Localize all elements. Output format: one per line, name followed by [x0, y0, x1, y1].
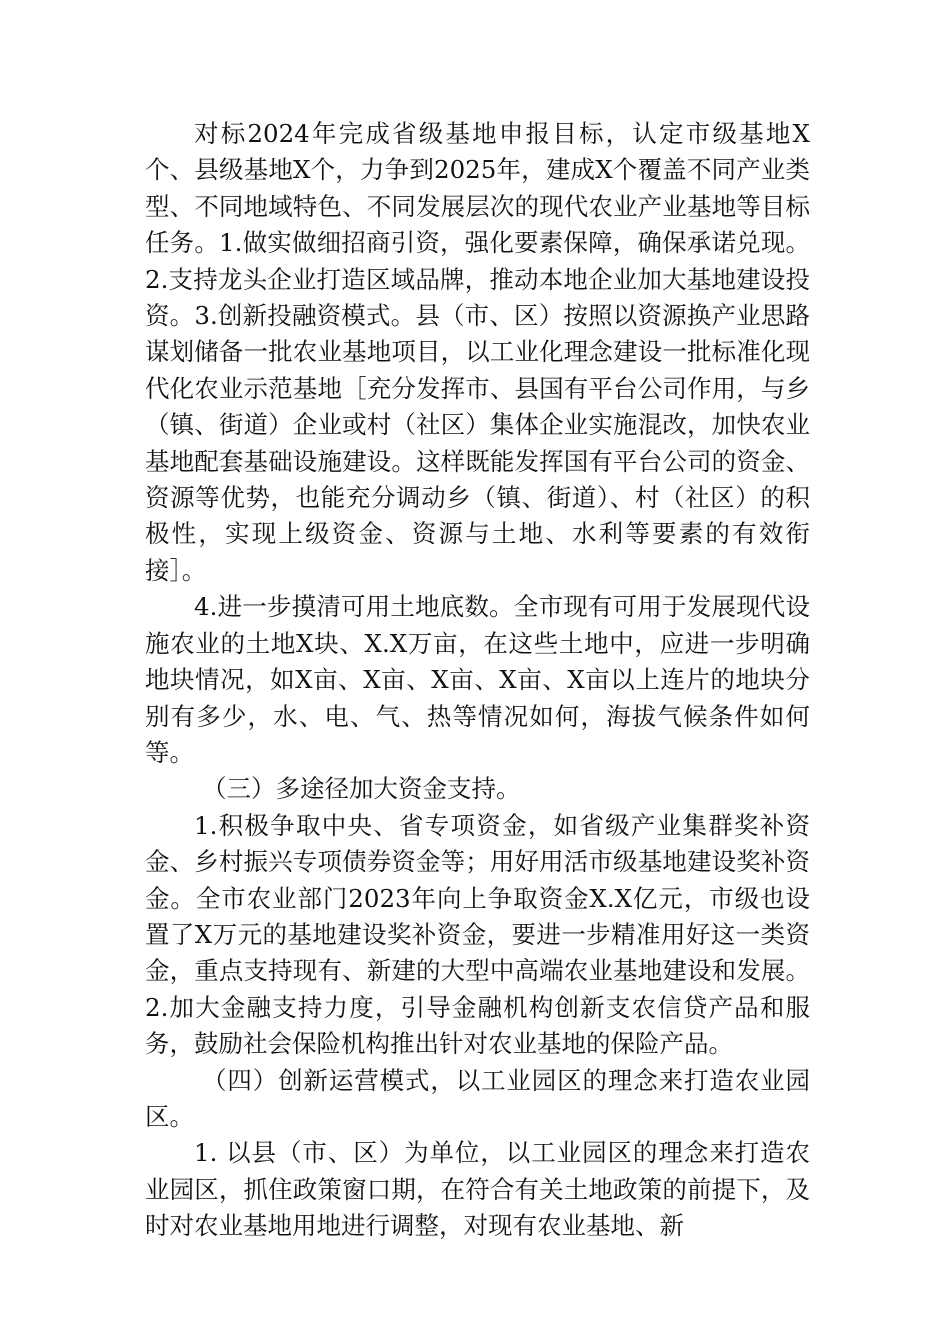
- paragraph-funding-support: 1.积极争取中央、省专项资金，如省级产业集群奖补资金、乡村振兴专项债券资金等；用好用活市级基地建设奖补资金。全市农业部门2023年向上争取资金X.X亿元，市级也设置了X万元的基地建设奖补资金，要进一步精准用好这一类资金，重点支持现有、新建的大型中高端农业基地建设和发展。2.加大金融支持力度，引导金融机构创新支农信贷产品和服务，鼓励社会保险机构推出针对农业基地的保险产品。: [145, 810, 810, 1059]
- section-heading-operation-model: （四）创新运营模式，以工业园区的理念来打造农业园区。: [145, 1065, 810, 1131]
- paragraph-targets-and-financing: 对标2024年完成省级基地申报目标，认定市级基地X个、县级基地X个，力争到2025年，建成X个覆盖不同产业类型、不同地域特色、不同发展层次的现代农业产业基地等目标任务。1.做实做细招商引资，强化要素保障，确保承诺兑现。2.支持龙头企业打造区域品牌，推动本地企业加大基地建设投资。3.创新投融资模式。县（市、区）按照以资源换产业思路谋划储备一批农业基地项目，以工业化理念建设一批标准化现代化农业示范基地［充分发挥市、县国有平台公司作用，与乡（镇、街道）企业或村（社区）集体企业实施混改，加快农业基地配套基础设施建设。这样既能发挥国有平台公司的资金、资源等优势，也能充分调动乡（镇、街道）、村（社区）的积极性，实现上级资金、资源与土地、水利等要素的有效衔接］。: [145, 119, 810, 585]
- document-body: [145, 116, 810, 1245]
- section-heading-funding: （三）多途径加大资金支持。: [202, 774, 521, 804]
- paragraph-land-survey: 4.进一步摸清可用土地底数。全市现有可用于发展现代设施农业的土地X块、X.X万亩，在这些土地中，应进一步明确地块情况，如X亩、X亩、X亩、X亩、X亩以上连片的地块分别有多少，水、电、气、热等情况如何，海拔气候条件如何等。: [145, 592, 810, 767]
- paragraph-industrial-park-model: 1. 以县（市、区）为单位，以工业园区的理念来打造农业园区，抓住政策窗口期，在符合有关土地政策的前提下，及时对农业基地用地进行调整，对现有农业基地、新: [145, 1138, 810, 1241]
